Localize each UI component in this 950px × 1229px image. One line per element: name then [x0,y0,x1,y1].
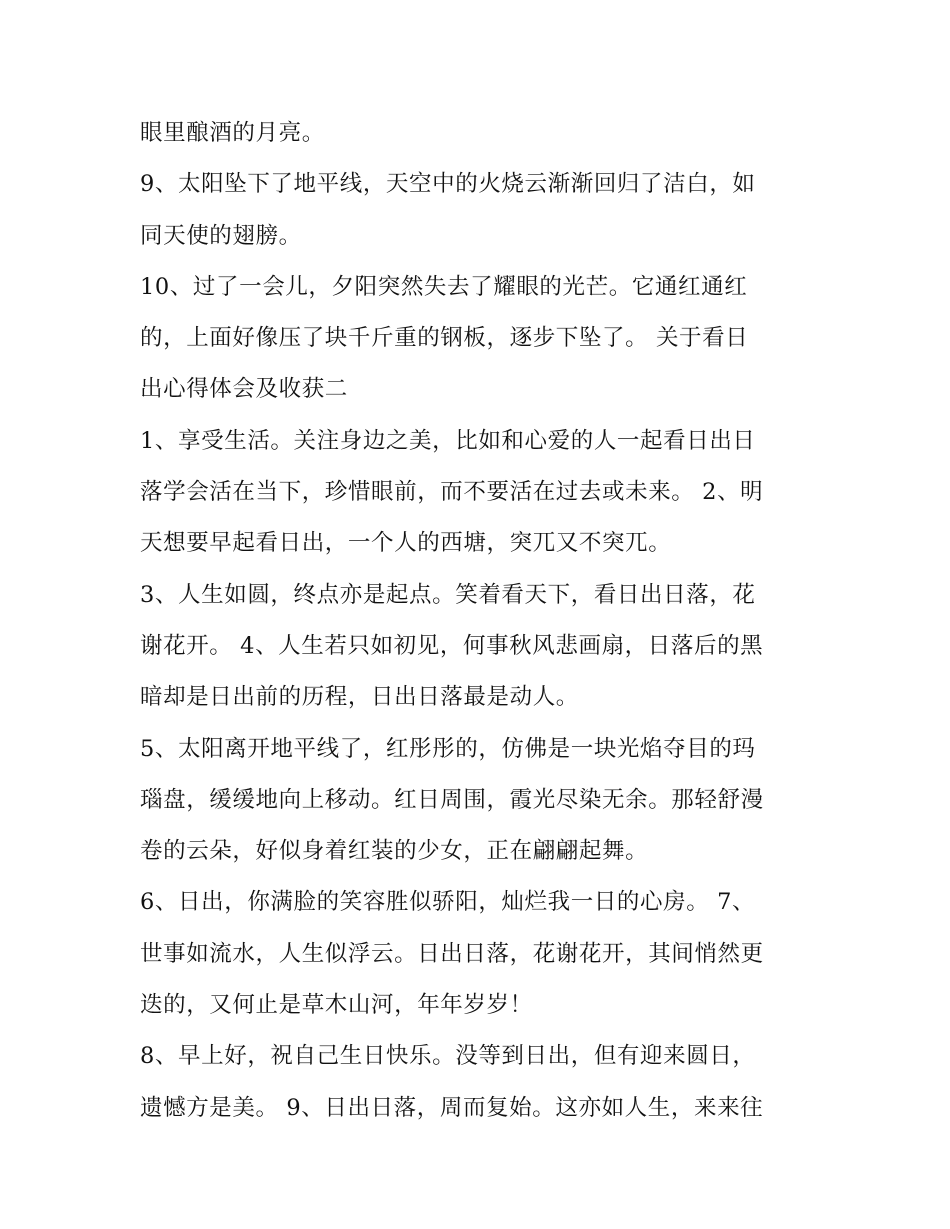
text-line: 3、人生如圆，终点亦是起点。笑着看天下，看日出日落，花 [140,581,756,608]
text-line: 同天使的翅膀。 [140,222,302,249]
text-line: 落学会活在当下，珍惜眼前，而不要活在过去或未来。 2、明 [140,479,764,506]
text-line: 10、过了一会儿，夕阳突然失去了耀眼的光芒。它通红通红 [140,273,748,300]
body-text [140,108,820,1134]
text-line: 出心得体会及收获二 [140,376,348,403]
text-line: 6、日出，你满脸的笑容胜似骄阳，灿烂我一日的心房。 7、 [140,889,756,916]
text-line: 遗憾方是美。 9、日出日落，周而复始。这亦如人生，来来往 [140,1094,764,1121]
text-line: 卷的云朵，好似身着红装的少女，正在翩翩起舞。 [140,838,649,865]
text-line: 瑙盘，缓缓地向上移动。红日周围，霞光尽染无余。那轻舒漫 [140,786,764,813]
text-line: 迭的，又何止是草木山河，年年岁岁！ [140,992,533,1019]
text-line: 天想要早起看日出，一个人的西塘，突兀又不突兀。 [140,530,672,557]
text-line: 暗却是日出前的历程，日出日落最是动人。 [140,684,579,711]
text-line: 世事如流水，人生似浮云。日出日落，花谢花开，其间悄然更 [140,940,764,967]
text-line: 谢花开。 4、人生若只如初见，何事秋风悲画扇，日落后的黑 [140,632,764,659]
text-line: 的，上面好像压了块千斤重的钢板，逐步下坠了。 关于看日 [140,325,749,352]
text-line: 5、太阳离开地平线了，红彤彤的，仿佛是一块光焰夺目的玛 [140,735,756,762]
text-line: 眼里酿酒的月亮。 [140,120,325,146]
text-line: 8、早上好，祝自己生日快乐。没等到日出，但有迎来圆日， [140,1043,756,1070]
text-line: 1、享受生活。关注身边之美，比如和心爱的人一起看日出日 [140,427,756,454]
text-line: 9、太阳坠下了地平线，天空中的火烧云渐渐回归了洁白，如 [140,171,756,198]
